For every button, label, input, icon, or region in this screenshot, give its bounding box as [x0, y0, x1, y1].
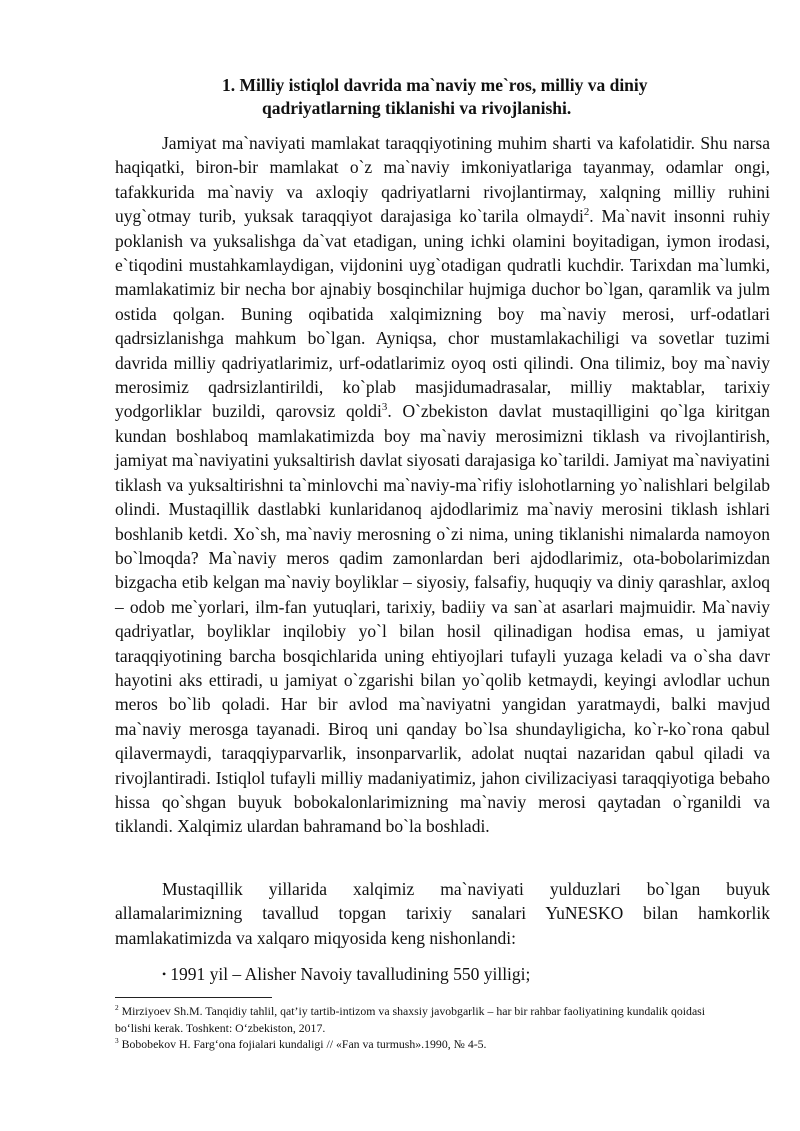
footnote-number: 3: [115, 1036, 119, 1046]
paragraph-1-text-a: Jamiyat ma`naviyati mamlakat taraqqiyotining muhim sharti va kafolatidir. Shu narsa haqiqatki, biron-bir mamlakat o`z ma`naviy imkoniyatlariga tayanmay, odamlar ongi, tafakkurida ma`naviy va axloqiy qadriyatlarni rivojlantirmay, xalqning milliy ruhini uyg`otmay turib, yuksak taraqqiyot darajasiga ko`tarila olmaydi: [115, 133, 770, 227]
list-item-text: 1991 yil – Alisher Navoiy tavalludining 550 yilligi;: [170, 964, 531, 984]
footnote-3: [115, 1036, 735, 1053]
footnote-ref-2[interactable]: 2: [583, 206, 590, 219]
list-item: [162, 962, 772, 986]
footnote-separator: [115, 997, 272, 998]
footnote-number: 2: [115, 1003, 119, 1013]
body-paragraph-1: [115, 131, 770, 839]
bullet-icon: •: [162, 967, 167, 981]
footnote-2: [115, 1003, 735, 1036]
footnote-text: Bobobekov H. Farg‘ona fojialari kundaligi // «Fan va turmush».1990, № 4-5.: [118, 1037, 487, 1051]
section-title: [170, 74, 730, 120]
section-title-line-2: qadriyatlarning tiklanishi va rivojlanishi.: [262, 98, 572, 118]
paragraph-1-text-b: . Ma`navit insonni ruhiy poklanish va yuksalishga da`vat etadigan, uning ichki olamini boyitadigan, iymon irodasi, e`tiqodini mustahkamlaydigan, vijdonini uyg`otadigan qudratli kuchdir. Tarixdan ma`lumki, mamlakatimiz bir necha bor ajnabiy bosqinchilar hujmiga duchor bo`lgan, qaramlik va julm ostida qolgan. Buning oqibatida xalqimizning boy ma`naviy merosi, urf-odatlari qadrsizlanishga mahkum bo`lgan. Ayniqsa, chor mustamlakachiligi va sovetlar tuzimi davrida milliy qadriyatlarimiz, urf-odatlarimiz oyoq osti qilindi. Ona tilimiz, boy ma`naviy merosimiz qadrsizlantirildi, ko`plab masjidumadrasalar, milliy maktablar, tarixiy yodgorliklar buzildi, qarovsiz qoldi: [115, 206, 770, 422]
footnote-ref-3[interactable]: 3: [381, 401, 388, 414]
footnote-text: Mirziyoev Sh.M. Tanqidiy tahlil, qat’iy tartib-intizom va shaxsiy javobgarlik – har bir rahbar faoliyatining kundalik qoidasi bo‘lishi kerak. Toshkent: O‘zbekiston, 2017.: [115, 1004, 706, 1035]
body-paragraph-2: Mustaqillik yillarida xalqimiz ma`naviyati yulduzlari bo`lgan buyuk allamalarimizning tavallud topgan tarixiy sanalari YuNESKO bilan hamkorlik mamlakatimizda va xalqaro miqyosida keng nishonlandi:: [115, 879, 770, 948]
section-title-line-1: 1. Milliy istiqlol davrida ma`naviy me`ros, milliy va diniy: [222, 75, 648, 95]
footnotes: [115, 1003, 735, 1053]
paragraph-1-text-c: . O`zbekiston davlat mustaqilligini qo`lga kiritgan kundan boshlaboq mamlakatimizda boy ma`naviy merosimizni tiklash va rivojlantirish, jamiyat ma`naviyatini yuksaltirish davlat siyosati darajasiga ko`tarildi. Jamiyat ma`naviyatini tiklash va yuksaltirishni ta`minlovchi ma`naviy-ma`rifiy islohotlarning yo`nalishlari belgilab olindi. Mustaqillik dastlabki kunlaridanoq ajdodlarimiz ma`naviy merosini tiklash ishlari boshlanib ketdi. Xo`sh, ma`naviy merosning o`zi nima, uning tiklanishi nimalarda namoyon bo`lmoqda? Ma`naviy meros qadim zamonlardan beri ajdodlarimiz, ota-bobolarimizdan bizgacha etib kelgan ma`naviy boyliklar – siyosiy, falsafiy, huquqiy va diniy qarashlar, axloq – odob me`yorlari, ilm-fan yutuqlari, tarixiy, badiiy va san`at asarlari majmuidir. Ma`naviy qadriyatlar, boyliklar inqilobiy yo`l bilan hosil qilinadigan hodisa emas, u jamiyat taraqqiyotining barcha bosqichlarida uning ehtiyojlari tufayli yuzaga keladi va o`sha davr hayotini aks ettiradi, u jamiyat o`zgarishi bilan yo`qolib ketmaydi, keyingi avlodlar uchun meros bo`lib qoladi. Har bir avlod ma`naviyatni yangidan yaratmaydi, balki mavjud ma`naviy merosga tayanadi. Biroq uni qanday bo`lsa shundayligicha, ko`r-ko`rona qabul qilavermaydi, taraqqiyparvarlik, insonparvarlik, adolat nuqtai nazaridan qabul qiladi va rivojlantiradi. Istiqlol tufayli milliy madaniyatimiz, jahon civilizaciyasi taraqqiyotiga bebaho hissa qo`shgan buyuk bobokalonlarimizning ma`naviy merosi qaytadan o`rganildi va tiklandi. Xalqimiz ulardan bahramand bo`la boshladi.: [115, 401, 770, 837]
